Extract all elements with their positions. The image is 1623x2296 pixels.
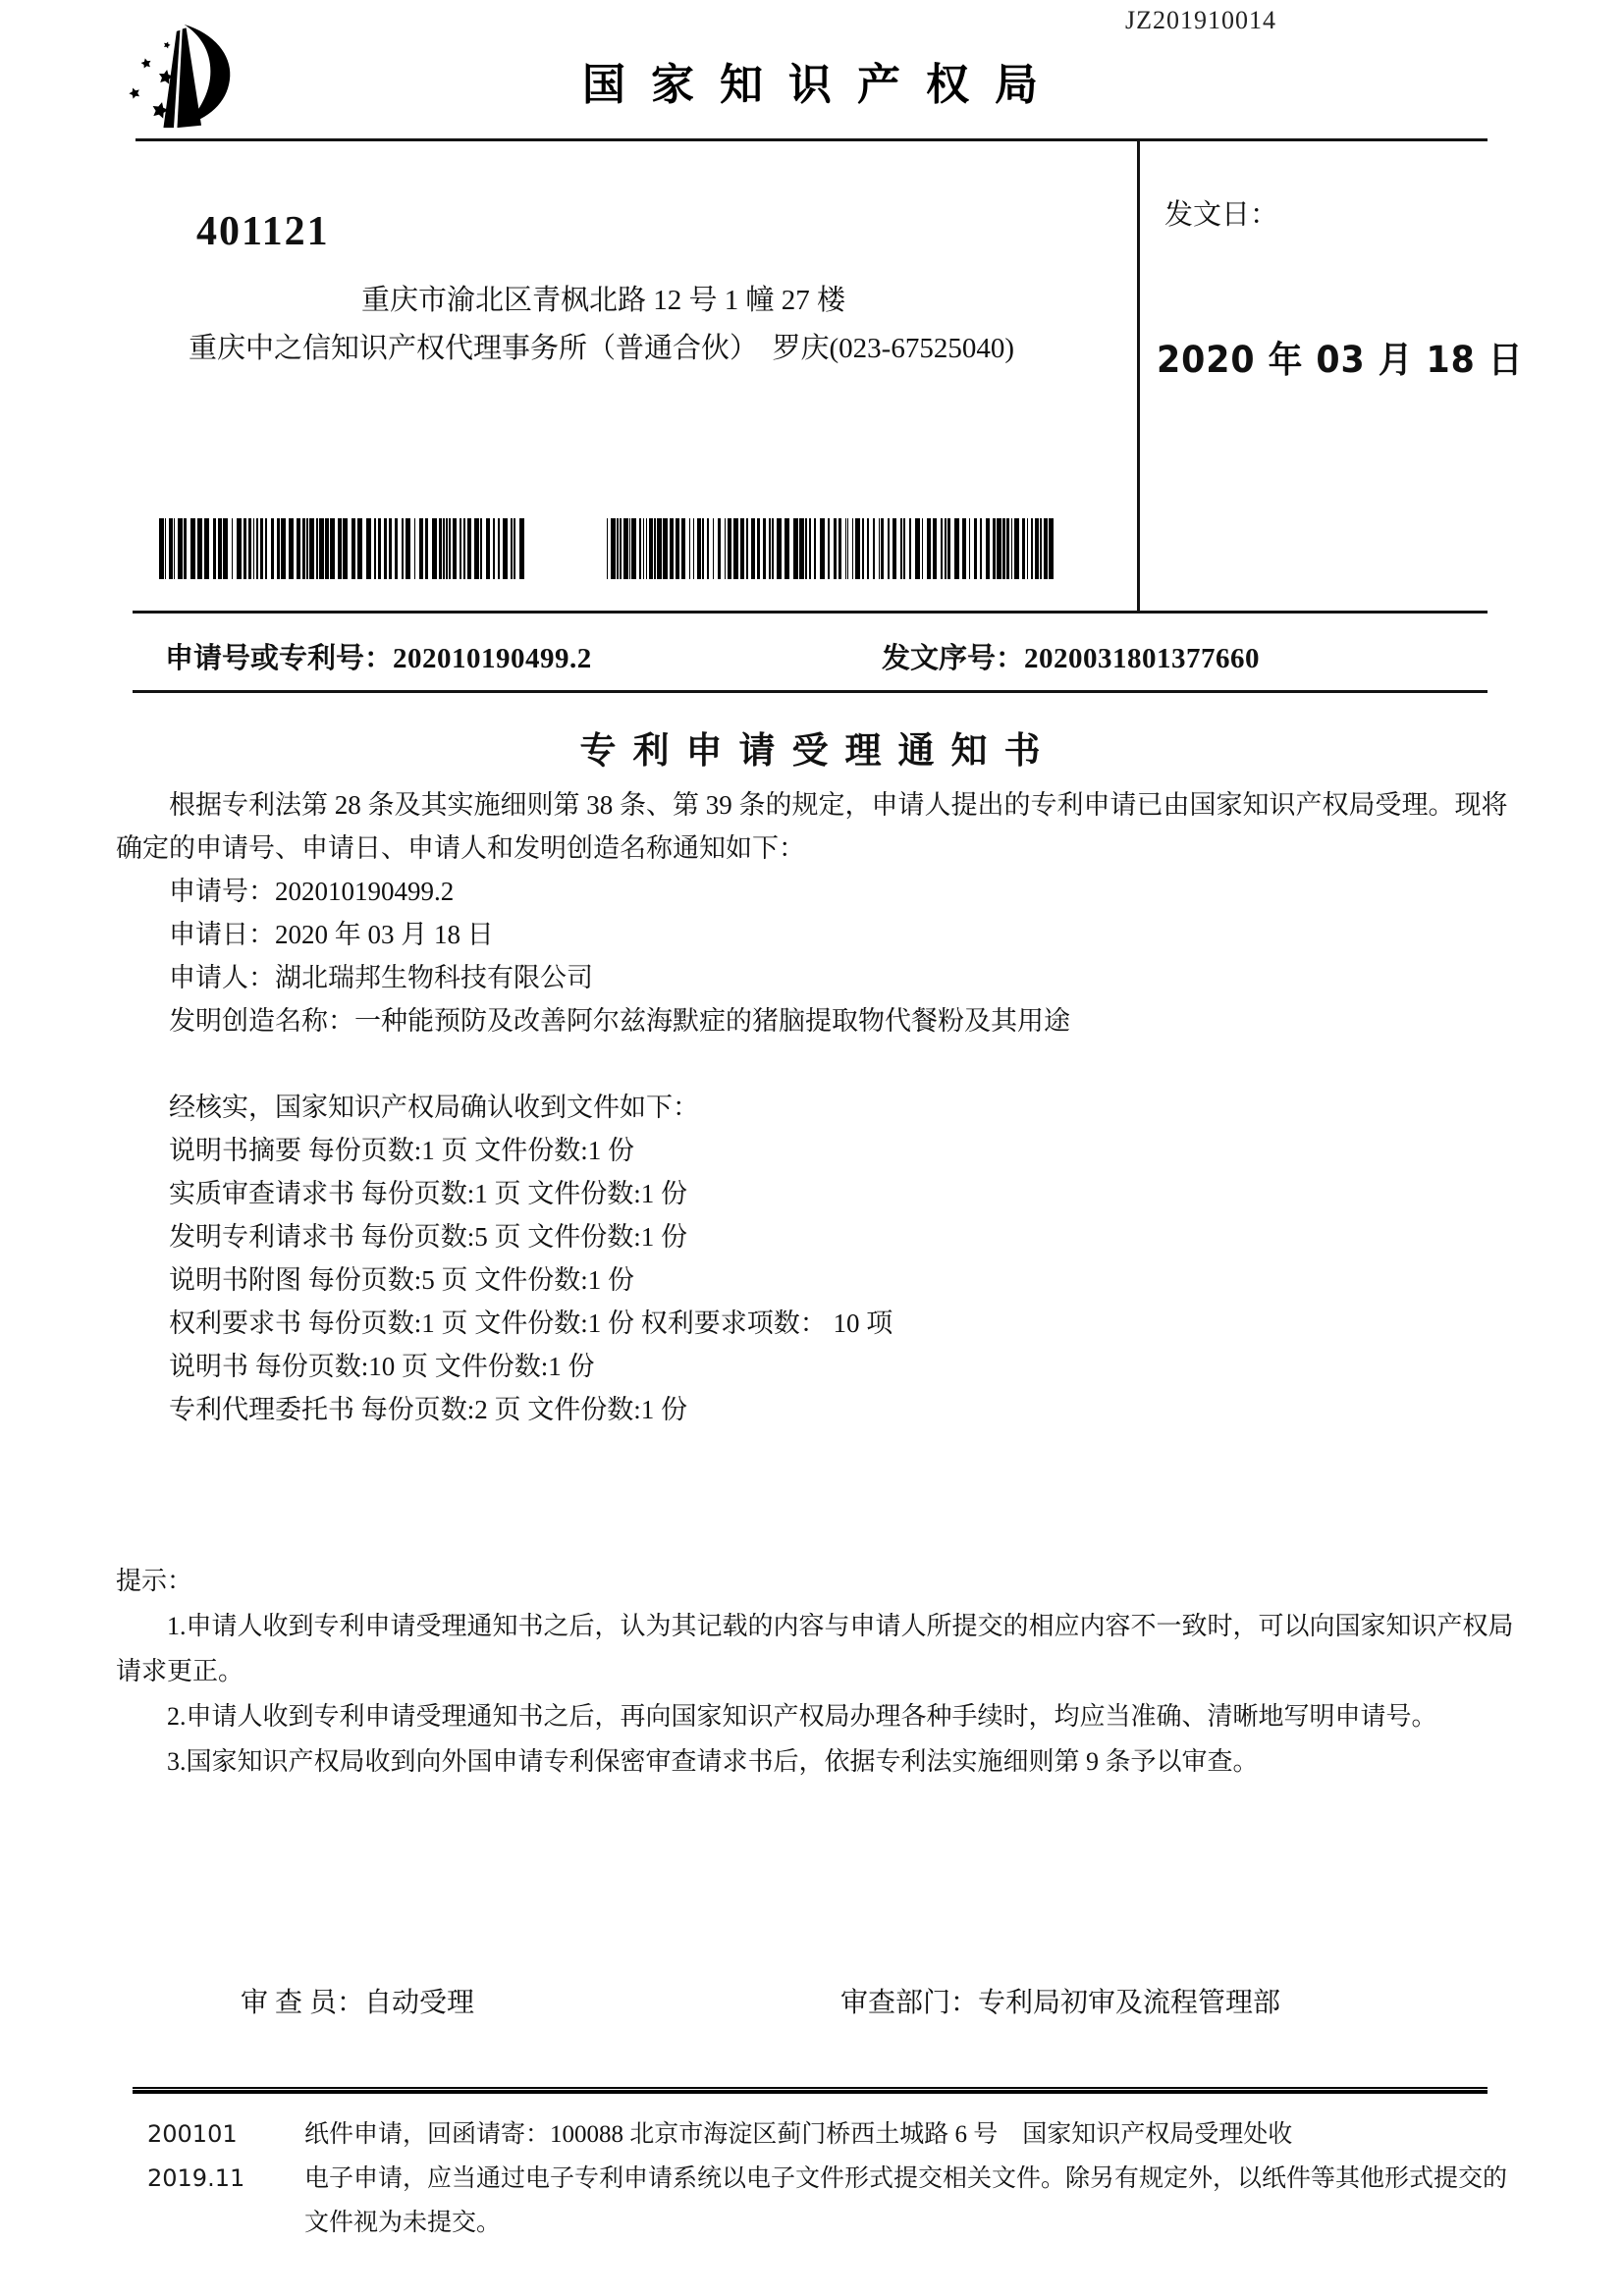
field-invention-title: 发明创造名称：一种能预防及改善阿尔兹海默症的猪脑提取物代餐粉及其用途 xyxy=(169,1006,1070,1036)
footer-line-1: 纸件申请，回函请寄：100088 北京市海淀区蓟门桥西土城路 6 号 国家知识产权局受理处收 xyxy=(304,2121,1293,2148)
examiner-group xyxy=(241,1981,474,2020)
department-group xyxy=(840,1981,1280,2020)
reference-number: JZ201910014 xyxy=(1125,6,1276,34)
confirm-intro: 经核实，国家知识产权局确认收到文件如下： xyxy=(169,1093,699,1122)
title-divider xyxy=(133,690,1488,693)
tip-item: 2.申请人收到专利申请受理通知书之后，再向国家知识产权局办理各种手续时，均应当准确、清晰地写明申请号。 xyxy=(167,1702,1437,1731)
field-applicant: 申请人：湖北瑞邦生物科技有限公司 xyxy=(169,963,593,992)
blank-line xyxy=(116,1042,1515,1086)
intro-paragraph: 根据专利法第 28 条及其实施细则第 38 条、第 39 条的规定，申请人提出的专利申请已由国家知识产权局受理。现将确定的申请号、申请日、申请人和发明创造名称通知如下： xyxy=(116,790,1508,863)
field-filing-date: 申请日：2020 年 03 月 18 日 xyxy=(169,920,494,949)
dispatch-date-label: 发文日： xyxy=(1164,199,1279,231)
numbers-row xyxy=(165,636,1488,676)
tip-item: 1.申请人收到专利申请受理通知书之后，认为其记载的内容与申请人所提交的相应内容不一致时，可以向国家知识产权局请求更正。 xyxy=(116,1612,1514,1685)
footer-divider xyxy=(133,2087,1488,2094)
department-value: 专利局初审及流程管理部 xyxy=(978,1988,1281,2018)
serial-number-label: 发文序号： xyxy=(882,643,1025,674)
recipient-address-line-1: 重庆市渝北区青枫北路 12 号 1 幢 27 楼 xyxy=(361,285,846,316)
application-number-label: 申请号或专利号： xyxy=(165,643,394,674)
notice-body xyxy=(116,783,1515,1431)
footer-code-2: 2019.11 xyxy=(147,2164,245,2192)
serial-number-value: 2020031801377660 xyxy=(1024,643,1261,674)
document-line: 发明专利请求书 每份页数:5 页 文件份数:1 份 xyxy=(169,1222,688,1252)
footer-row-electronic xyxy=(147,2157,1522,2245)
document-line: 说明书 每份页数:10 页 文件份数:1 份 xyxy=(169,1352,595,1381)
examiner-label: 审 查 员： xyxy=(241,1988,365,2018)
serial-number-group xyxy=(882,636,1260,676)
footer-row-paper xyxy=(147,2112,1522,2157)
document-line: 说明书附图 每份页数:5 页 文件份数:1 份 xyxy=(169,1265,635,1295)
footer-line-2: 电子申请，应当通过电子专利申请系统以电子文件形式提交相关文件。除另有规定外，以纸件等其他形式提交的文件视为未提交。 xyxy=(304,2165,1508,2236)
tips-label: 提示： xyxy=(116,1567,193,1595)
application-number-value: 202010190499.2 xyxy=(393,643,592,674)
recipient-postcode: 401121 xyxy=(196,209,330,254)
footer-code-1: 200101 xyxy=(147,2120,238,2148)
barcode-divider xyxy=(133,611,1488,614)
field-application-number: 申请号：202010190499.2 xyxy=(169,877,455,906)
document-line: 实质审查请求书 每份页数:1 页 文件份数:1 份 xyxy=(169,1179,688,1208)
notice-title: 专利申请受理通知书 xyxy=(579,729,1057,772)
department-label: 审查部门： xyxy=(840,1988,979,2018)
tip-item: 3.国家知识产权局收到向外国申请专利保密审查请求书后，依据专利法实施细则第 9 条予以审查。 xyxy=(167,1747,1259,1776)
header-divider xyxy=(135,138,1488,141)
header-title: 国家知识产权局 xyxy=(582,60,1063,110)
document-line: 专利代理委托书 每份页数:2 页 文件份数:1 份 xyxy=(169,1395,688,1424)
barcode-left xyxy=(159,518,530,579)
tips-section xyxy=(116,1559,1518,1785)
dispatch-date-value: 2020 年 03 月 18 日 xyxy=(1157,339,1524,381)
date-box-divider xyxy=(1137,138,1140,614)
footer xyxy=(147,2112,1522,2245)
examiner-value: 自动受理 xyxy=(364,1988,475,2018)
document-line: 说明书摘要 每份页数:1 页 文件份数:1 份 xyxy=(169,1136,635,1165)
recipient-address-line-2: 重庆中之信知识产权代理事务所（普通合伙） 罗庆(023-67525040) xyxy=(189,333,1014,364)
document-line: 权利要求书 每份页数:1 页 文件份数:1 份 权利要求项数： 10 项 xyxy=(169,1308,893,1338)
barcode-right xyxy=(607,518,1060,579)
